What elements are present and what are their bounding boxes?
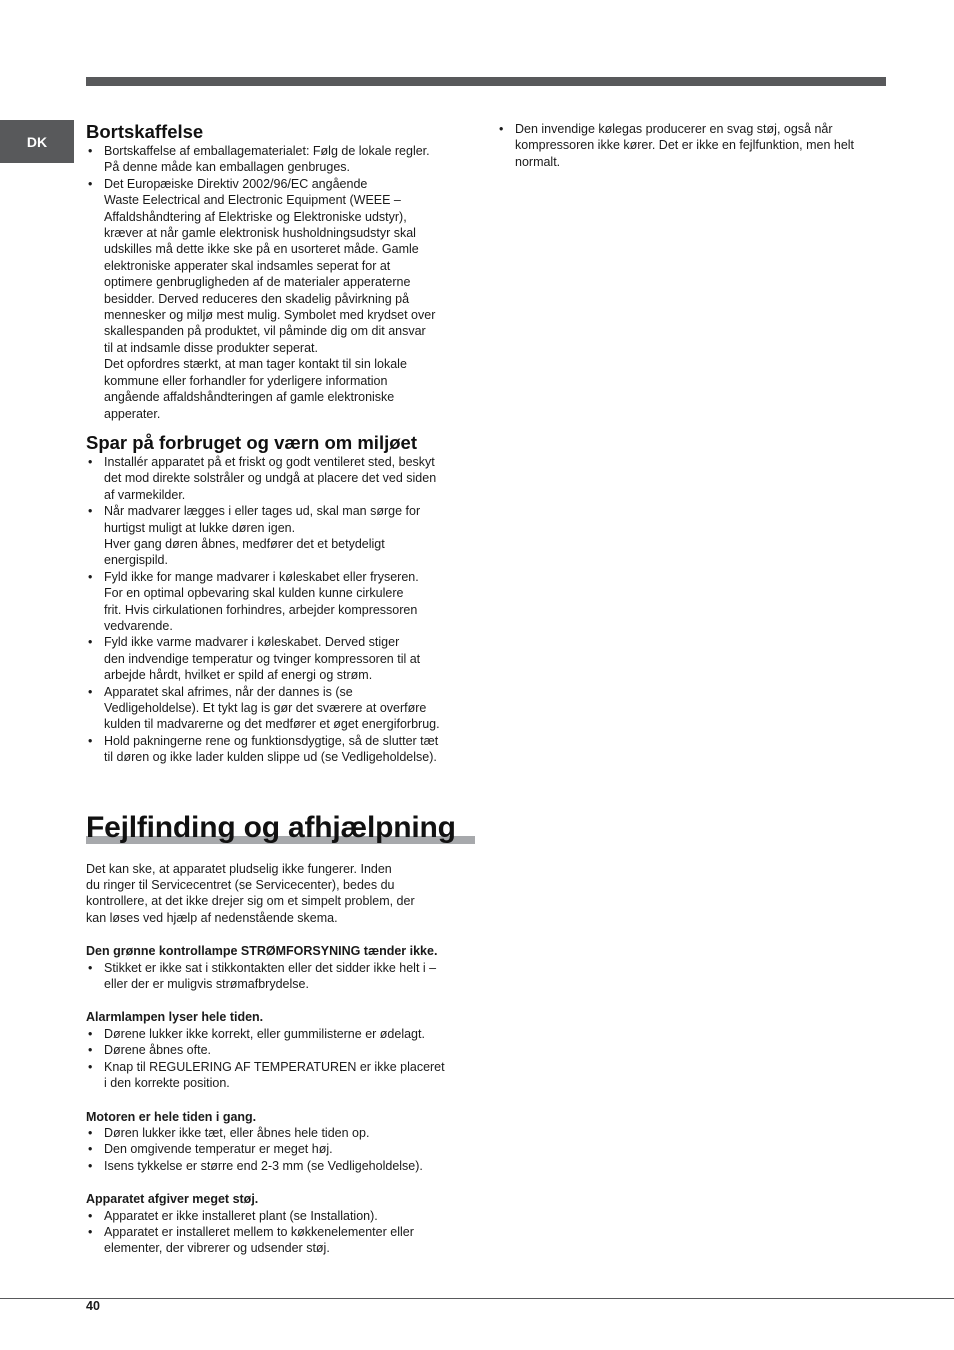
text-line: kræver at når gamle elektronisk husholdningsudstyr skal	[104, 226, 416, 241]
cause-list	[86, 1125, 481, 1174]
text-line: den indvendige temperatur og tvinger kompressoren til at	[104, 651, 421, 666]
text-line: • Isens tykkelse er større end 2-3 mm (se Vedligeholdelse).	[104, 1158, 423, 1173]
text-line: • Installér apparatet på et friskt og godt ventileret sted, beskyt	[104, 454, 435, 469]
right-column	[497, 121, 892, 170]
language-label: DK	[26, 133, 48, 150]
text-line: kan løses ved hjælp af nedenstående skema.	[86, 910, 338, 925]
problem-heading: Den grønne kontrollampe STRØMFORSYNING tænder ikke.	[86, 944, 438, 959]
text-line: • Dørene lukker ikke korrekt, eller gummilisterne er ødelagt.	[104, 1026, 425, 1041]
list-item	[86, 569, 481, 635]
problem-heading: Alarmlampen lyser hele tiden.	[86, 1010, 264, 1025]
text-line: besidder. Derved reduceres den skadelig påvirkning på	[104, 291, 410, 306]
troubleshooting-continued-list	[497, 121, 892, 170]
text-line: Vedligeholdelse). Et tykt lag is gør det sværere at overføre	[104, 701, 427, 715]
text-line: Det opfordres stærkt, at man tager kontakt til sin lokale	[104, 357, 407, 372]
text-line: elementer, der vibrerer og udsender støj.	[104, 1241, 330, 1256]
text-line: kommune eller forhandler for yderligere information	[104, 373, 388, 388]
text-line: eller der er muligvis strømafbrydelse.	[104, 977, 309, 992]
text-line: udskilles må dette ikke ske på en usorteret måde. Gamle	[104, 242, 419, 257]
text-line: kulden til madvarerne og det medfører et øget energiforbrug.	[104, 717, 440, 732]
text-line: • Apparatet er installeret mellem to køkkenelementer eller	[104, 1224, 414, 1239]
list-item	[86, 176, 481, 422]
list-item	[86, 1158, 481, 1174]
section-title-bortskaffelse: Bortskaffelse	[86, 121, 204, 142]
text-line: til at indsamle disse produkter seperat.	[104, 340, 318, 355]
list-item	[86, 634, 481, 683]
text-line: • Når madvarer lægges i eller tages ud, skal man sørge for	[104, 504, 421, 519]
text-line: • Den omgivende temperatur er meget høj.	[104, 1142, 333, 1157]
text-line: For en optimal opbevaring skal kulden kunne cirkulere	[104, 586, 404, 601]
text-line: frit. Hvis cirkulationen forhindres, arbejder kompressoren	[104, 602, 418, 617]
text-line: skallespanden på produktet, vil påminde dig om dit ansvar	[104, 324, 426, 339]
list-item	[86, 684, 481, 733]
text-line: Det kan ske, at apparatet pludselig ikke fungerer. Inden	[86, 861, 392, 876]
problem-heading: Motoren er hele tiden i gang.	[86, 1109, 257, 1124]
list-item	[86, 960, 481, 993]
text-line: Hver gang døren åbnes, medfører det et betydeligt	[104, 536, 385, 551]
text-line: • Den invendige kølegas producerer en svag støj, også når	[515, 122, 833, 136]
cause-list	[86, 960, 481, 993]
text-line: apperater.	[104, 406, 161, 421]
text-line: af varmekilder.	[104, 487, 186, 502]
chapter-heading	[86, 806, 481, 844]
text-line: kontrollere, at det ikke drejer sig om et simpelt problem, der	[86, 894, 415, 909]
text-line: elektroniske apperater skal indsamles seperat for at	[104, 258, 391, 273]
text-line: vedvarende.	[104, 618, 173, 633]
text-line: • Apparatet skal afrimes, når der dannes is (se	[104, 684, 353, 699]
text-line: normalt.	[515, 154, 561, 169]
text-line: i den korrekte position.	[104, 1076, 230, 1091]
list-item	[497, 121, 892, 170]
text-line: du ringer til Servicecentret (se Servicecenter), bedes du	[86, 878, 395, 893]
list-item	[86, 1125, 481, 1141]
text-line: • Apparatet er ikke installeret plant (se Installation).	[104, 1208, 378, 1223]
left-column	[86, 121, 481, 1257]
language-tab	[0, 120, 74, 163]
footer-rule	[0, 1298, 954, 1299]
list-item	[86, 1042, 481, 1058]
text-line: • Dørene åbnes ofte.	[104, 1043, 212, 1058]
list-item	[86, 733, 481, 766]
text-line: det mod direkte solstråler og undgå at placere det ved siden	[104, 471, 437, 486]
text-line: • Bortskaffelse af emballagematerialet: Følg de lokale regler.	[104, 144, 430, 158]
text-line: Affaldshåndtering af Elektriske og Elektroniske udstyr),	[104, 209, 407, 224]
list-item	[86, 454, 481, 503]
list-item	[86, 1026, 481, 1042]
text-line: til døren og ikke lader kulden slippe ud (se Vedligeholdelse).	[104, 750, 437, 765]
bortskaffelse-list	[86, 143, 481, 422]
list-item	[86, 1224, 481, 1257]
text-line: energispild.	[104, 553, 168, 568]
text-line: På denne måde kan emballagen genbruges.	[104, 160, 351, 175]
cause-list	[86, 1026, 481, 1092]
spar-list	[86, 454, 481, 766]
cause-list	[86, 1208, 481, 1257]
list-item	[86, 1208, 481, 1224]
text-line: • Knap til REGULERING AF TEMPERATUREN er ikke placeret	[104, 1059, 445, 1074]
header-bar	[86, 77, 886, 86]
text-line: • Hold pakningerne rene og funktionsdygtige, så de slutter tæt	[104, 733, 439, 748]
list-item	[86, 503, 481, 569]
text-line: angående affaldshåndteringen af gamle elektroniske	[104, 390, 395, 405]
text-line: • Fyld ikke varme madvarer i køleskabet. Derved stiger	[104, 635, 400, 650]
page-number: 40	[86, 1299, 100, 1313]
text-line: hurtigst muligt at lukke døren igen.	[104, 520, 296, 535]
text-line: kompressoren ikke kører. Det er ikke en fejlfunktion, men helt	[515, 138, 855, 153]
text-line: mennesker og miljø mest mulig. Symbolet med krydset over	[104, 308, 436, 323]
text-line: • Det Europæiske Direktiv 2002/96/EC angående	[104, 176, 368, 191]
text-line: • Døren lukker ikke tæt, eller åbnes hele tiden op.	[104, 1125, 370, 1140]
troubleshooting-groups	[86, 943, 481, 1257]
problem-heading: Apparatet afgiver meget støj.	[86, 1192, 259, 1207]
text-line: • Fyld ikke for mange madvarer i køleskabet eller fryseren.	[104, 569, 419, 584]
section-title-spar: Spar på forbruget og værn om miljøet	[86, 431, 417, 453]
text-line: optimere genbrugligheden af de materialer apperaterne	[104, 275, 411, 290]
text-line: • Stikket er ikke sat i stikkontakten eller det sidder ikke helt i –	[104, 960, 437, 975]
list-item	[86, 1141, 481, 1157]
list-item	[86, 1059, 481, 1092]
troubleshooting-intro	[86, 861, 481, 927]
text-line: arbejde hårdt, hvilket er spild af energi og strøm.	[104, 668, 373, 683]
list-item	[86, 143, 481, 176]
chapter-title: Fejlfinding og afhjælpning	[86, 810, 456, 844]
text-line: Waste Eelectrical and Electronic Equipment (WEEE –	[104, 193, 401, 208]
